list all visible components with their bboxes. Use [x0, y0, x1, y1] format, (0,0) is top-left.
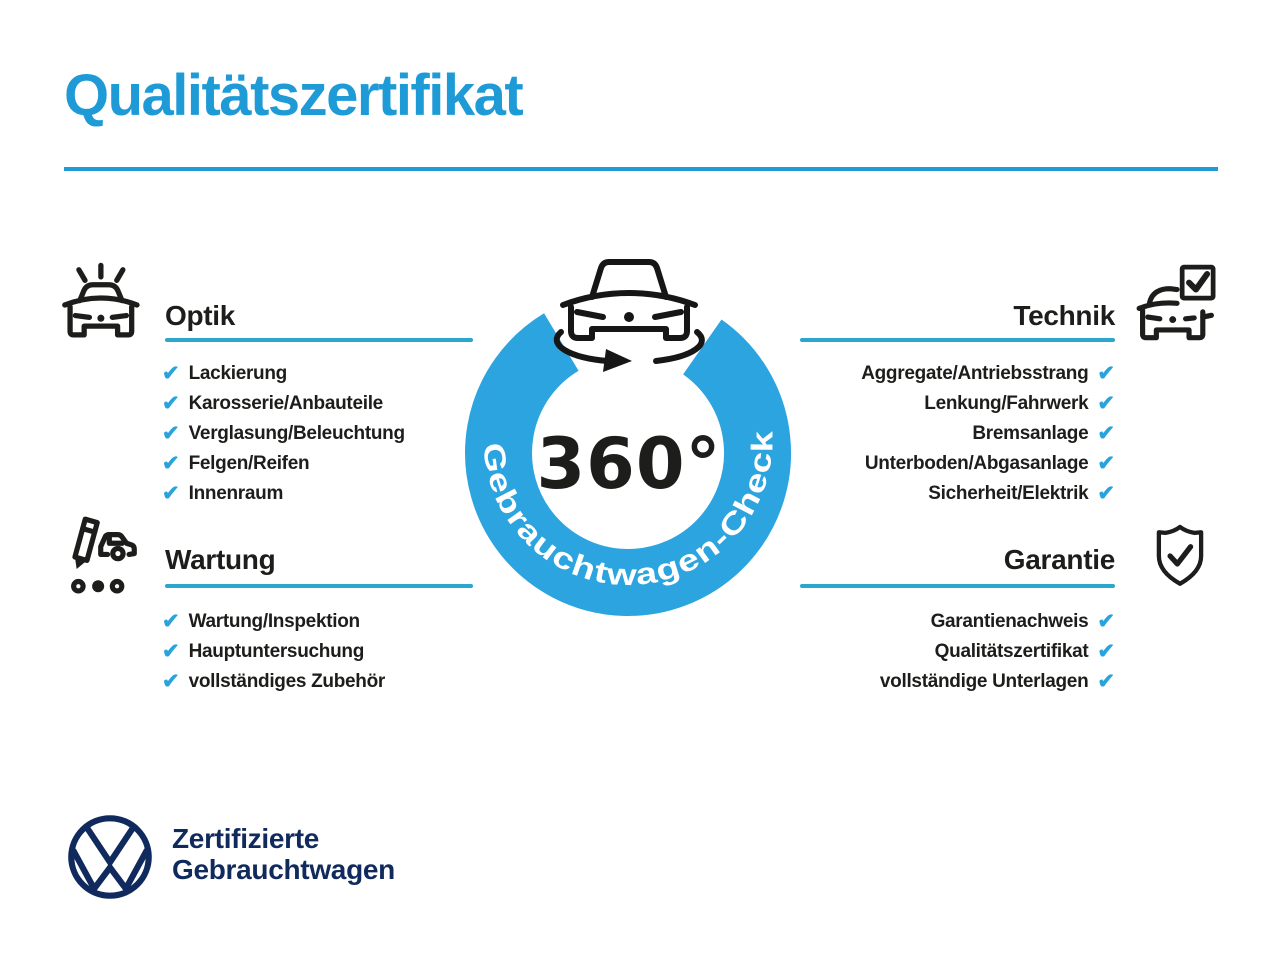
checklist-item [972, 419, 1115, 449]
checklist-item-label: Bremsanlage [972, 423, 1089, 444]
section-rule-technik [800, 338, 1115, 342]
checklist-item [928, 479, 1115, 509]
checklist-item-label: Verglasung/Beleuchtung [188, 423, 405, 444]
checklist-item-label: Hauptuntersuchung [188, 641, 365, 662]
checklist-item-label: Innenraum [188, 483, 284, 504]
checklist-item-label: Aggregate/Antriebsstrang [861, 363, 1089, 384]
check-icon: ✔ [162, 421, 180, 445]
checklist-item-label: Garantienachweis [930, 611, 1089, 632]
checklist-item-label: vollständige Unterlagen [879, 671, 1089, 692]
degrees-label: 360° [536, 423, 722, 505]
check-icon: ✔ [162, 391, 180, 415]
check-icon: ✔ [162, 451, 180, 475]
brand-text [172, 823, 395, 885]
title-divider [64, 167, 1218, 171]
check-icon: ✔ [1097, 451, 1115, 475]
checklist-item-label: Sicherheit/Elektrik [928, 483, 1089, 504]
page-title: Qualitätszertifikat [64, 63, 523, 128]
checklist-item [935, 637, 1115, 667]
section-title-wartung: Wartung [165, 544, 276, 575]
section-rule-wartung [165, 584, 473, 588]
check-icon: ✔ [162, 639, 180, 663]
check-icon: ✔ [1097, 481, 1115, 505]
rotating-car-icon [557, 262, 702, 372]
checklist-item-label: Lackierung [188, 363, 287, 384]
car-checkbox-icon [1134, 258, 1220, 352]
checklist-item [162, 637, 385, 667]
checklist-item [924, 389, 1115, 419]
checklist-item-label: Wartung/Inspektion [188, 611, 360, 632]
checklist-item-label: Lenkung/Fahrwerk [924, 393, 1089, 414]
check-icon: ✔ [1097, 639, 1115, 663]
check-icon: ✔ [162, 669, 180, 693]
check-icon: ✔ [162, 361, 180, 385]
checklist-item [162, 449, 405, 479]
checklist-item-label: Felgen/Reifen [188, 453, 310, 474]
checklist-item-label: Unterboden/Abgasanlage [864, 453, 1089, 474]
section-title-garantie: Garantie [1003, 544, 1115, 575]
checklist-item [865, 449, 1115, 479]
brand-line2: Gebrauchtwagen [172, 854, 395, 885]
shiny-car-icon [56, 260, 144, 350]
section-rule-optik [165, 338, 473, 342]
checklist-item-label: vollständiges Zubehör [188, 671, 386, 692]
checklist-item [162, 479, 405, 509]
section-title-technik: Technik [1013, 300, 1115, 331]
checklist-item [162, 419, 405, 449]
check-icon: ✔ [162, 609, 180, 633]
service-checklist-car-icon [56, 514, 142, 600]
ring-label: Gebrauchtwagen-Check [475, 434, 780, 593]
check-icon: ✔ [1097, 609, 1115, 633]
360-check-badge [440, 240, 820, 640]
checklist-item [880, 667, 1115, 697]
check-icon: ✔ [1097, 669, 1115, 693]
check-icon: ✔ [1097, 421, 1115, 445]
optik-checklist [162, 359, 405, 509]
checklist-item [162, 359, 405, 389]
checklist-item [861, 359, 1115, 389]
vw-logo [66, 813, 154, 901]
check-icon: ✔ [162, 481, 180, 505]
checklist-item [931, 607, 1115, 637]
check-icon: ✔ [1097, 361, 1115, 385]
checklist-item [162, 607, 385, 637]
section-title-optik: Optik [165, 300, 236, 331]
checklist-item-label: Karosserie/Anbauteile [188, 393, 383, 414]
wartung-checklist [162, 607, 385, 697]
shield-check-icon [1147, 516, 1213, 600]
checklist-item [162, 389, 405, 419]
checklist-item [162, 667, 385, 697]
check-icon: ✔ [1097, 391, 1115, 415]
section-rule-garantie [800, 584, 1115, 588]
checklist-item-label: Qualitätszertifikat [934, 641, 1089, 662]
brand-line1: Zertifizierte [172, 823, 320, 854]
